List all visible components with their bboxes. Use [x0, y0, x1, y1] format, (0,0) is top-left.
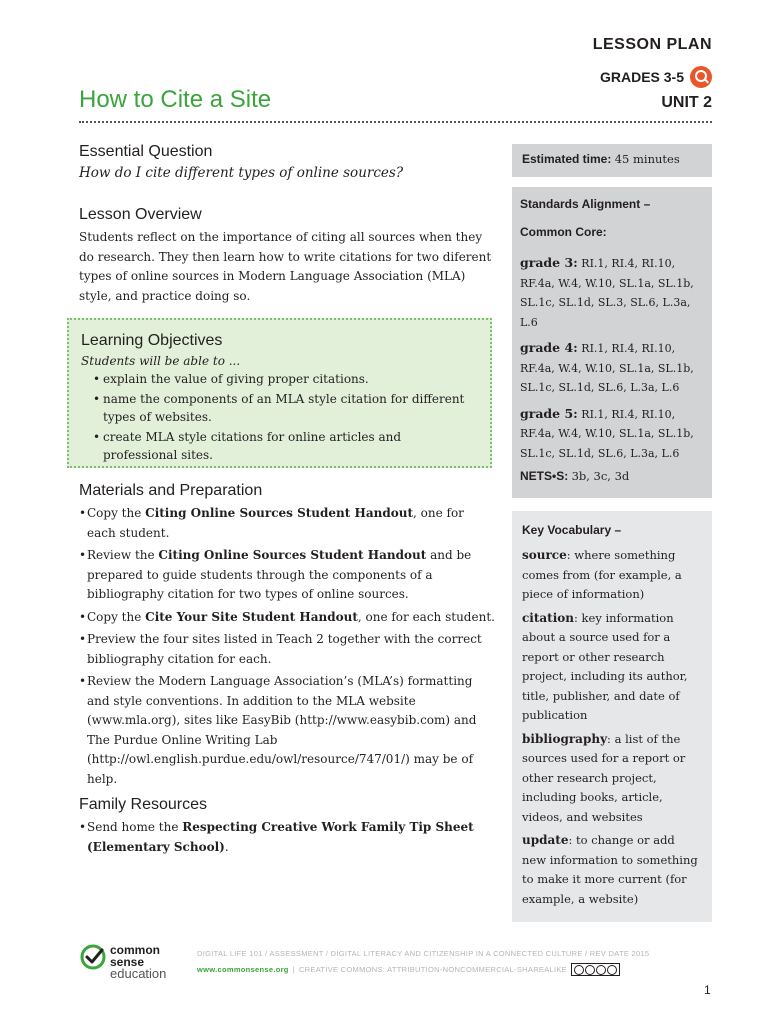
- standards-heading: Standards Alignment –: [520, 197, 651, 211]
- creative-commons-icon: [571, 963, 620, 976]
- vocabulary-item: bibliography: a list of the sources used for a report or other research project, including books, article, videos, and websites: [522, 731, 686, 824]
- nets-standards: NETS•S: 3b, 3c, 3d: [520, 469, 630, 483]
- footer-license-text: CREATIVE COMMONS: ATTRIBUTION-NONCOMMERCIAL-SHAREALIKE: [298, 965, 567, 974]
- list-item: • Copy the Citing Online Sources Student Handout, one for each student.: [79, 504, 495, 543]
- list-item: • explain the value of giving proper citations.: [81, 370, 478, 388]
- list-item: • Review the Modern Language Association’s (MLA’s) formatting and style conventions. In addition to the MLA website (www.mla.org), sites like EasyBib (http://www.easybib.com) and The Purdue Online Writing Lab (http://owl.english.purdue.edu/owl/resource/747/01/) may be of help.: [79, 672, 495, 789]
- list-item: • Preview the four sites listed in Teach 2 together with the correct bibliography citation for each.: [79, 630, 495, 669]
- grades-label: [600, 66, 712, 88]
- learning-objectives-box: [67, 318, 492, 468]
- estimated-time-label: Estimated time:: [522, 152, 612, 166]
- learning-objectives-intro: Students will be able to ...: [81, 354, 241, 368]
- family-resources-list: [79, 818, 495, 857]
- footer-course-info: DIGITAL LIFE 101 / ASSESSMENT / DIGITAL LITERACY AND CITIZENSHIP IN A CONNECTED CULTURE / REV DATE 2015: [197, 949, 650, 958]
- logo-text-sense: sense: [110, 955, 145, 969]
- page-number: 1: [704, 983, 711, 997]
- logo-text-education: education: [110, 966, 167, 981]
- page-title: How to Cite a Site: [79, 86, 272, 113]
- materials-list: [79, 504, 495, 789]
- lesson-overview-section: [79, 206, 495, 306]
- list-item: • Review the Citing Online Sources Student Handout and be prepared to guide students through the components of a bibliography citation for two types of online sources.: [79, 546, 495, 605]
- vocabulary-heading: Key Vocabulary –: [522, 523, 622, 537]
- grades-text: GRADES 3-5: [599, 69, 684, 85]
- essential-question-heading: Essential Question: [79, 143, 213, 160]
- footer-license-line: [197, 963, 620, 976]
- lesson-overview-heading: Lesson Overview: [79, 206, 202, 223]
- learning-objectives-heading: Learning Objectives: [81, 332, 223, 349]
- standards-box: [512, 187, 712, 498]
- standards-grade-4: grade 4: RI.1, RI.4, RI.10, RF.4a, W.4, W.10, SL.1a, SL.1b, SL.1c, SL.1d, SL.6, L.3a, L.6: [520, 340, 694, 394]
- vocabulary-item: citation: key information about a source used for a report or other research project, including its author, title, publisher, and date of publication: [522, 610, 688, 722]
- essential-question-text: How do I cite different types of online sources?: [79, 165, 404, 181]
- lesson-overview-text: Students reflect on the importance of citing all sources when they do research. They then learn how to write citations for two diferent types of online sources in Modern Language Association (MLA) style, and practice doing so.: [79, 230, 492, 303]
- unit-label: UNIT 2: [661, 94, 712, 111]
- materials-section: [79, 482, 495, 792]
- footer-url-link[interactable]: www.commonsense.org: [197, 965, 289, 974]
- family-resources-heading: Family Resources: [79, 796, 208, 813]
- estimated-time-value: 45 minutes: [614, 152, 680, 166]
- standards-grade-3: grade 3: RI.1, RI.4, RI.10, RF.4a, W.4, W.10, SL.1a, SL.1b, SL.1c, SL.1d, SL.3, SL.6, L.3a, L.6: [520, 255, 694, 329]
- family-resources-section: [79, 796, 495, 857]
- list-item: • Send home the Respecting Creative Work Family Tip Sheet (Elementary School).: [79, 818, 495, 857]
- learning-objectives-list: [81, 370, 478, 464]
- list-item: • create MLA style citations for online articles and professional sites.: [81, 428, 478, 464]
- common-sense-logo: [80, 944, 166, 980]
- logo-text-common: common: [110, 943, 161, 957]
- magnifier-icon: [690, 66, 712, 88]
- title-divider: [79, 121, 712, 123]
- key-vocabulary-box: [512, 511, 712, 922]
- vocabulary-item: update: to change or add new information to something to make it more current (for example, a website): [522, 833, 698, 906]
- list-item: • Copy the Cite Your Site Student Handout, one for each student.: [79, 608, 495, 628]
- materials-heading: Materials and Preparation: [79, 482, 263, 499]
- estimated-time-box: [512, 144, 712, 177]
- standards-grade-5: grade 5: RI.1, RI.4, RI.10, RF.4a, W.4, W.10, SL.1a, SL.1b, SL.1c, SL.1d, SL.6, L.3a, L.6: [520, 405, 694, 460]
- checkmark-logo-icon: [80, 944, 106, 970]
- footer-separator: |: [292, 965, 295, 974]
- standards-subheading: Common Core:: [520, 225, 607, 239]
- vocabulary-item: source: where something comes from (for example, a piece of information): [522, 548, 682, 601]
- lesson-plan-label: LESSON PLAN: [592, 36, 712, 53]
- list-item: • name the components of an MLA style citation for different types of websites.: [81, 390, 478, 426]
- essential-question-section: [79, 143, 495, 181]
